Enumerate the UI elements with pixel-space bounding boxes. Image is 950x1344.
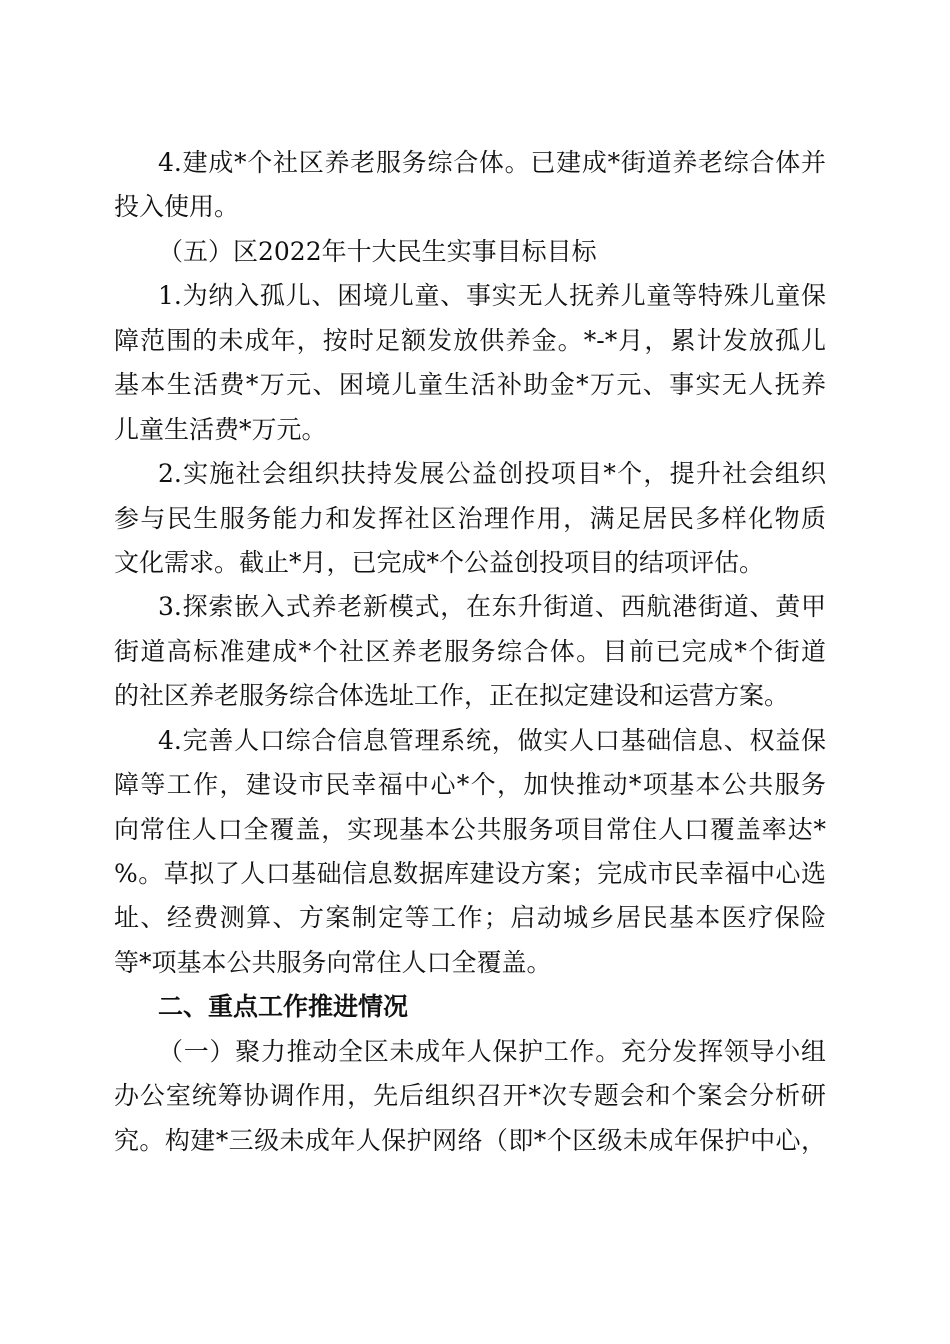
- text-line: 3.探索嵌入式养老新模式，在东升街道、西航港街道、黄甲: [158, 592, 826, 622]
- text-line: 究。构建*三级未成年人保护网络（即*个区级未成年保护中心，: [114, 1125, 826, 1155]
- text-line: 文化需求。截止*月，已完成*个公益创投项目的结项评估。: [114, 547, 765, 577]
- text-line: 的社区养老服务综合体选址工作，正在拟定建设和运营方案。: [114, 681, 790, 711]
- text-line: （五）区2022年十大民生实事目标目标: [158, 236, 597, 266]
- text-line: 二、重点工作推进情况: [158, 992, 409, 1022]
- text-line: 障范围的未成年，按时足额发放供养金。*-*月，累计发放孤儿: [114, 325, 826, 355]
- text-line: %。草拟了人口基础信息数据库建设方案；完成市民幸福中心选: [114, 859, 826, 888]
- text-line: 4.建成*个社区养老服务综合体。已建成*街道养老综合体并: [158, 148, 826, 177]
- document-page: [114, 141, 826, 1163]
- paragraph: [114, 719, 826, 986]
- paragraph: [114, 452, 826, 585]
- text-line: 址、经费测算、方案制定等工作；启动城乡居民基本医疗保险: [114, 903, 826, 933]
- paragraph: [114, 141, 826, 230]
- text-line: 儿童生活费*万元。: [114, 414, 327, 444]
- text-line: 1.为纳入孤儿、困境儿童、事实无人抚养儿童等特殊儿童保: [158, 281, 826, 311]
- paragraph: [114, 1030, 826, 1163]
- text-line: 参与民生服务能力和发挥社区治理作用，满足居民多样化物质: [114, 503, 826, 533]
- text-line: 2.实施社会组织扶持发展公益创投项目*个，提升社会组织: [158, 459, 826, 489]
- text-line: 等*项基本公共服务向常住人口全覆盖。: [114, 947, 552, 977]
- text-line: 街道高标准建成*个社区养老服务综合体。目前已完成*个街道: [114, 636, 826, 666]
- section-heading: [114, 985, 826, 1029]
- paragraph: [114, 274, 826, 452]
- text-line: 4.完善人口综合信息管理系统，做实人口基础信息、权益保: [158, 725, 826, 755]
- text-line: 基本生活费*万元、困境儿童生活补助金*万元、事实无人抚养: [114, 370, 826, 400]
- text-line: 向常住人口全覆盖，实现基本公共服务项目常住人口覆盖率达*: [114, 814, 826, 844]
- text-line: 障等工作，建设市民幸福中心*个，加快推动*项基本公共服务: [114, 770, 826, 800]
- text-line: 办公室统筹协调作用，先后组织召开*次专题会和个案会分析研: [114, 1081, 826, 1111]
- text-line: 投入使用。: [114, 192, 240, 222]
- paragraph: [114, 585, 826, 718]
- subsection-heading: [114, 230, 826, 274]
- text-line: （一）聚力推动全区未成年人保护工作。充分发挥领导小组: [158, 1036, 826, 1066]
